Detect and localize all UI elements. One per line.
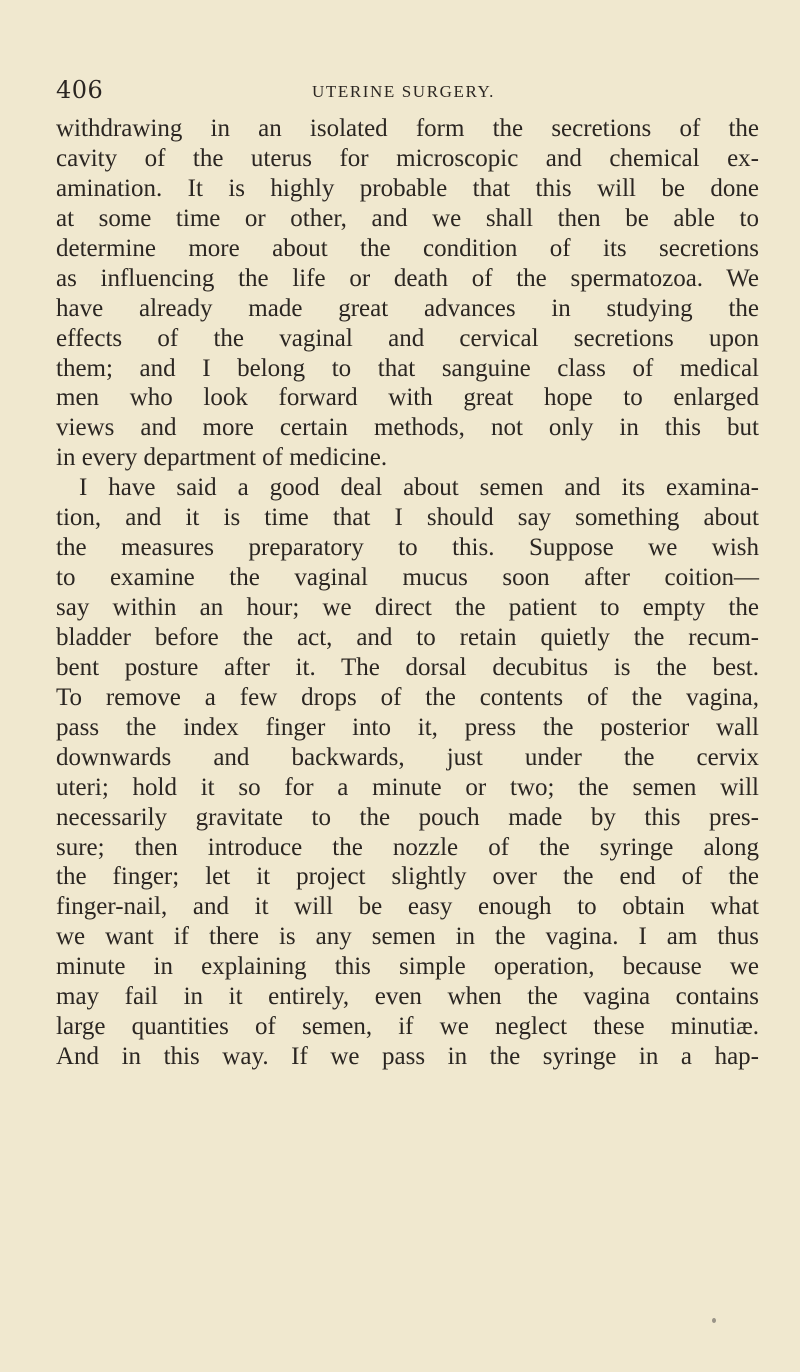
text-line: in every department of medicine. <box>56 444 388 472</box>
text-line: we want if there is any semen in the vagina. I am thus <box>56 923 759 951</box>
text-line: large quantities of semen, if we neglect these minutiæ. <box>56 1013 759 1041</box>
text-line: effects of the vaginal and cervical secretions upon <box>56 324 759 352</box>
text-line: the finger; let it project slightly over the end of the <box>56 863 759 891</box>
text-line: bent posture after it. The dorsal decubitus is the best. <box>56 653 759 681</box>
text-line: finger-nail, and it will be easy enough to obtain what <box>56 893 759 921</box>
page-header <box>56 76 756 108</box>
text-line: bladder before the act, and to retain quietly the recum- <box>56 623 759 651</box>
text-line: necessarily gravitate to the pouch made by this pres- <box>56 803 759 831</box>
text-line: as influencing the life or death of the spermatozoa. We <box>56 264 759 292</box>
text-line: at some time or other, and we shall then be able to <box>56 204 759 232</box>
text-line: downwards and backwards, just under the cervix <box>56 743 759 771</box>
text-line: minute in explaining this simple operation, because we <box>56 953 759 981</box>
text-line: To remove a few drops of the contents of the vagina, <box>56 683 759 711</box>
running-head: UTERINE SURGERY. <box>312 82 496 101</box>
text-line: tion, and it is time that I should say something about <box>56 504 759 532</box>
text-line: have already made great advances in studying the <box>56 294 759 322</box>
text-line: say within an hour; we direct the patient to empty the <box>56 594 759 621</box>
text-line: the measures preparatory to this. Suppose we wish <box>56 534 759 562</box>
text-line: them; and I belong to that sanguine class of medical <box>56 354 759 382</box>
text-line: may fail in it entirely, even when the vagina contains <box>56 983 759 1011</box>
text-line: amination. It is highly probable that this will be done <box>56 174 759 202</box>
text-line: cavity of the uterus for microscopic and chemical ex- <box>56 144 759 172</box>
text-line: men who look forward with great hope to enlarged <box>56 384 759 412</box>
text-line: withdrawing in an isolated form the secretions of the <box>56 115 759 142</box>
text-line: to examine the vaginal mucus soon after coition— <box>56 564 759 592</box>
body-text <box>56 114 759 1072</box>
text-line: sure; then introduce the nozzle of the syringe along <box>56 833 759 861</box>
page-number: 406 <box>56 76 104 104</box>
text-line: views and more certain methods, not only in this but <box>56 414 759 442</box>
ink-speck <box>712 1318 716 1323</box>
text-line: And in this way. If we pass in the syringe in a hap- <box>56 1043 759 1071</box>
text-line: pass the index finger into it, press the posterior wall <box>56 713 759 741</box>
text-line: uteri; hold it so for a minute or two; the semen will <box>56 773 759 801</box>
text-line: I have said a good deal about semen and its examina- <box>79 474 759 502</box>
text-line: determine more about the condition of its secretions <box>56 234 759 262</box>
